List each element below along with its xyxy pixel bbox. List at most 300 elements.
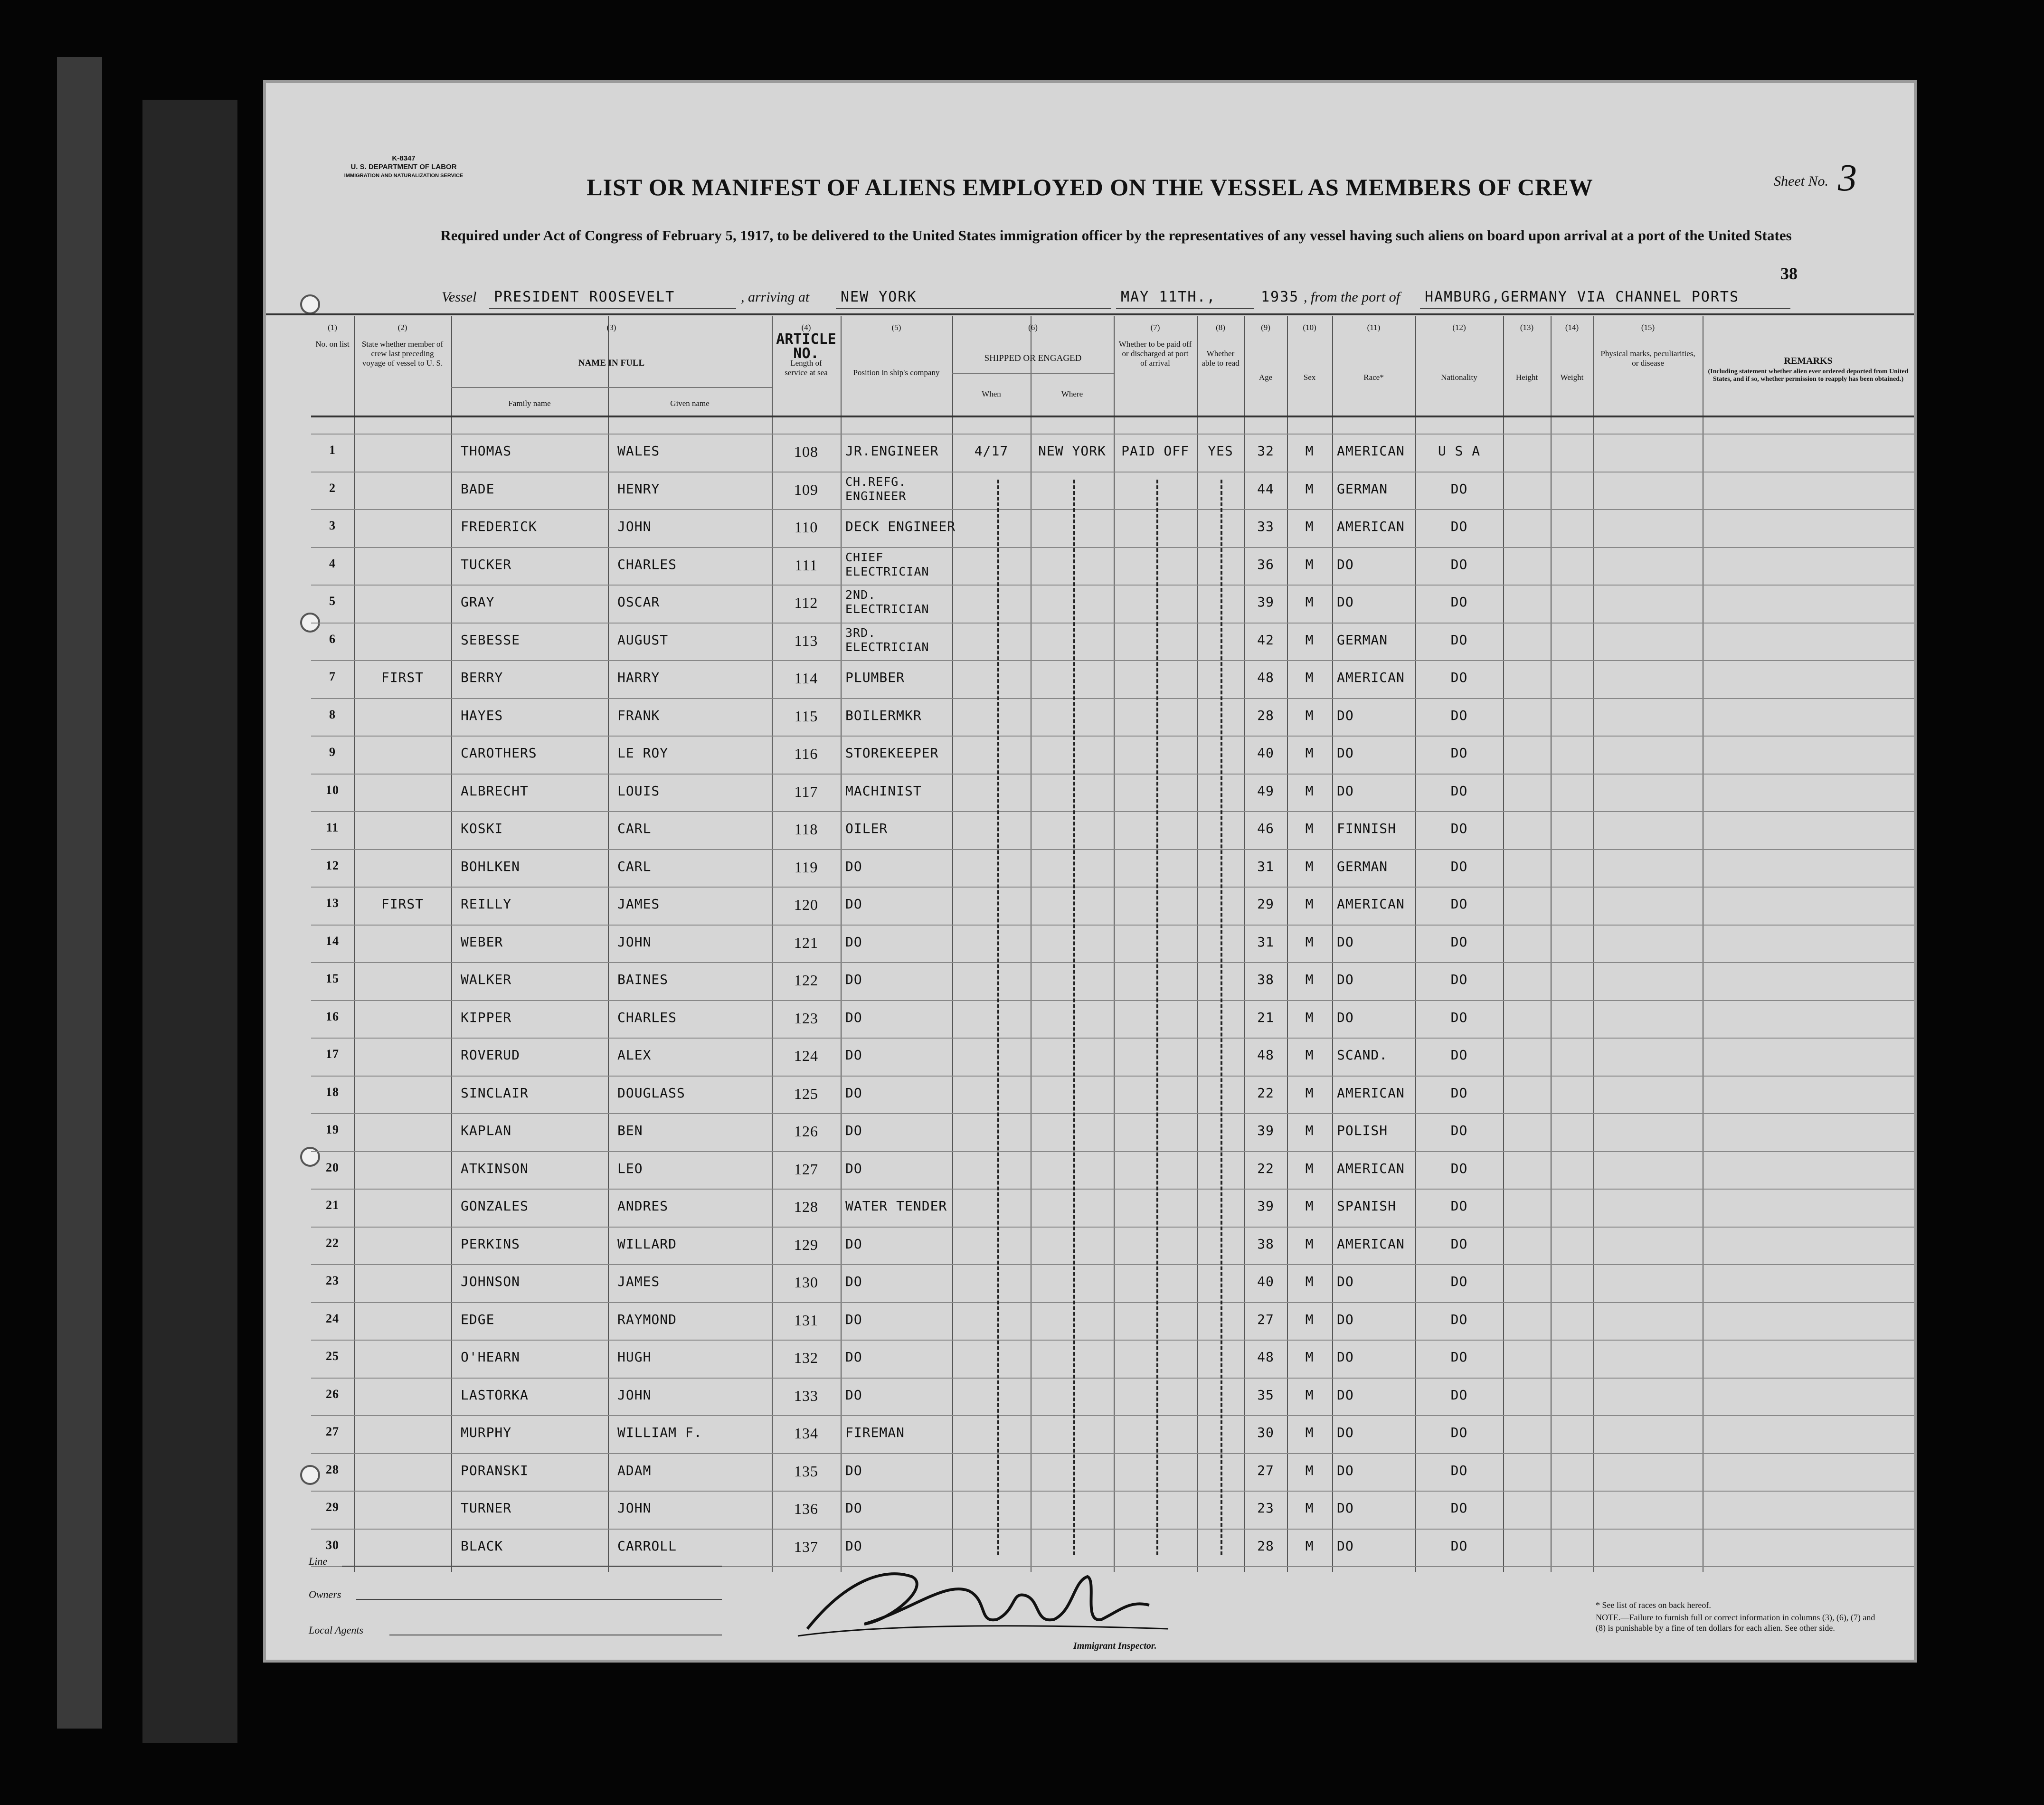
article-number: 119 [794, 858, 818, 876]
col9-number: (9) [1261, 323, 1270, 332]
vessel-info-row [332, 283, 1843, 309]
owners-label: Owners [309, 1588, 341, 1600]
name-subrule [451, 387, 772, 388]
given-name: JOHN [617, 1387, 652, 1403]
family-name: SEBESSE [461, 632, 520, 648]
age: 48 [1257, 1349, 1274, 1365]
vessel-label: Vessel [442, 289, 477, 305]
nationality: DO [1450, 481, 1468, 497]
vessel-name: PRESIDENT ROOSEVELT [494, 289, 675, 305]
sex: M [1305, 1425, 1314, 1440]
article-number: 113 [794, 632, 818, 649]
family-name: O'HEARN [461, 1349, 520, 1365]
position: DO [845, 1274, 862, 1289]
family-name: PERKINS [461, 1236, 520, 1252]
position: DO [845, 1047, 862, 1063]
row-number: 21 [326, 1198, 339, 1212]
row-number: 7 [329, 670, 336, 683]
table-top-rule [266, 313, 1914, 315]
family-name: KAPLAN [461, 1123, 512, 1138]
given-name: FRANK [617, 707, 660, 723]
article-number: 137 [794, 1538, 818, 1555]
manifest-sheet [266, 83, 1914, 1660]
row-number: 22 [326, 1236, 339, 1250]
nationality: DO [1450, 594, 1468, 610]
sheet-label: Sheet No. [1774, 173, 1828, 189]
family-name: GRAY [461, 594, 495, 610]
binder-strip [57, 57, 102, 1729]
given-name: BEN [617, 1123, 643, 1138]
col8-number: (8) [1216, 323, 1225, 332]
sex: M [1305, 1462, 1314, 1478]
col6-label: SHIPPED OR ENGAGED [984, 353, 1082, 363]
article-number: 128 [794, 1198, 818, 1215]
nationality: DO [1450, 632, 1468, 648]
article-number: 115 [794, 707, 818, 725]
shipped-where: NEW YORK [1038, 443, 1106, 459]
position: DO [845, 972, 862, 987]
given-name: HARRY [617, 670, 660, 685]
article-number: 112 [794, 594, 818, 611]
given-name: WILLARD [617, 1236, 677, 1252]
row-number: 29 [326, 1500, 339, 1514]
nationality: DO [1450, 519, 1468, 534]
age: 23 [1257, 1500, 1274, 1516]
age: 38 [1257, 972, 1274, 987]
department-name: U. S. DEPARTMENT OF LABOR [350, 163, 457, 171]
nationality: DO [1450, 858, 1468, 874]
col2-label: State whether member of crew last preceding voyage of vessel to U. S. [361, 340, 444, 368]
row-number: 18 [326, 1085, 339, 1099]
family-name: ROVERUD [461, 1047, 520, 1063]
article-number: 123 [794, 1009, 818, 1027]
family-name: ALBRECHT [461, 783, 529, 799]
ditto-line [1221, 480, 1222, 1556]
position: DO [845, 896, 862, 912]
race: DO [1337, 934, 1354, 950]
sheet-stamp: 38 [1780, 264, 1798, 283]
race: SPANISH [1337, 1198, 1397, 1214]
row-number: 30 [326, 1538, 339, 1552]
article-number: 108 [794, 443, 818, 460]
shipped-subrule [952, 373, 1114, 374]
sex: M [1305, 821, 1314, 836]
article-number: 130 [794, 1274, 818, 1291]
age: 46 [1257, 821, 1274, 836]
family-name: JOHNSON [461, 1274, 520, 1289]
where-header: Where [1061, 389, 1083, 398]
col13-number: (13) [1520, 323, 1534, 332]
col1-number: (1) [328, 323, 337, 332]
article-number: 131 [794, 1311, 818, 1329]
nationality: U S A [1438, 443, 1481, 459]
col4-number: (4) [801, 323, 811, 332]
position: DO [845, 1387, 862, 1403]
age: 28 [1257, 1538, 1274, 1554]
race: AMERICAN [1337, 896, 1405, 912]
age: 39 [1257, 1123, 1274, 1138]
col12-number: (12) [1452, 323, 1466, 332]
sex: M [1305, 1160, 1314, 1176]
position: DO [845, 1349, 862, 1365]
race: GERMAN [1337, 858, 1388, 874]
article-number: 116 [794, 745, 818, 762]
sex: M [1305, 1538, 1314, 1554]
given-name: ADAM [617, 1462, 652, 1478]
position: DO [845, 1462, 862, 1478]
row-number: 13 [326, 896, 339, 910]
age: 31 [1257, 934, 1274, 950]
position: DO [845, 1123, 862, 1138]
family-name: FREDERICK [461, 519, 537, 534]
given-name: HENRY [617, 481, 660, 497]
age: 42 [1257, 632, 1274, 648]
given-name: LEO [617, 1160, 643, 1176]
sex: M [1305, 707, 1314, 723]
article-number: 120 [794, 896, 818, 913]
article-number: 127 [794, 1160, 818, 1178]
age: 21 [1257, 1009, 1274, 1025]
age: 31 [1257, 858, 1274, 874]
sex: M [1305, 443, 1314, 459]
family-name: BLACK [461, 1538, 503, 1554]
nationality: DO [1450, 1349, 1468, 1365]
age: 39 [1257, 594, 1274, 610]
nationality: DO [1450, 1085, 1468, 1101]
nationality: DO [1450, 1462, 1468, 1478]
age: 30 [1257, 1425, 1274, 1440]
row-number: 9 [329, 745, 336, 759]
age: 44 [1257, 481, 1274, 497]
line-label: Line [309, 1555, 328, 1567]
nationality: DO [1450, 972, 1468, 987]
form-number: K-8347 [392, 154, 416, 162]
article-number: 136 [794, 1500, 818, 1517]
age: 38 [1257, 1236, 1274, 1252]
position: WATER TENDER [845, 1198, 947, 1214]
sex: M [1305, 783, 1314, 799]
col11-label: Race* [1363, 373, 1384, 382]
nationality: DO [1450, 556, 1468, 572]
nationality: DO [1450, 1198, 1468, 1214]
when-header: When [982, 389, 1001, 398]
family-name: WEBER [461, 934, 503, 950]
article-number: 109 [794, 481, 818, 498]
arrival-date: MAY 11TH., [1121, 289, 1216, 305]
given-name: JOHN [617, 934, 652, 950]
given-name: JOHN [617, 519, 652, 534]
family-name: BADE [461, 481, 495, 497]
family-name: PORANSKI [461, 1462, 529, 1478]
age: 48 [1257, 670, 1274, 685]
race: AMERICAN [1337, 519, 1405, 534]
nationality: DO [1450, 1500, 1468, 1516]
row-number: 1 [329, 443, 336, 457]
race: DO [1337, 594, 1354, 610]
previous-voyage: FIRST [381, 896, 424, 912]
given-name: ALEX [617, 1047, 652, 1063]
position: DO [845, 1009, 862, 1025]
article-number: 134 [794, 1425, 818, 1442]
nationality: DO [1450, 1387, 1468, 1403]
family-name: KIPPER [461, 1009, 512, 1025]
article-number: 118 [794, 821, 818, 838]
row-number: 5 [329, 594, 336, 608]
given-name: JOHN [617, 1500, 652, 1516]
race: DO [1337, 707, 1354, 723]
age: 35 [1257, 1387, 1274, 1403]
position: MACHINIST [845, 783, 922, 799]
sex: M [1305, 1123, 1314, 1138]
given-name-header: Given name [670, 399, 710, 408]
nationality: DO [1450, 1311, 1468, 1327]
position: DECK ENGINEER [845, 519, 956, 534]
given-name: WALES [617, 443, 660, 459]
col3-label: NAME IN FULL [578, 358, 645, 368]
given-name: BAINES [617, 972, 669, 987]
position: DO [845, 1500, 862, 1516]
given-name: LE ROY [617, 745, 669, 761]
article-number: 110 [794, 519, 818, 536]
article-number: 135 [794, 1462, 818, 1480]
article-number: 121 [794, 934, 818, 951]
family-name: SINCLAIR [461, 1085, 529, 1101]
age: 28 [1257, 707, 1274, 723]
given-name: OSCAR [617, 594, 660, 610]
arriving-label: , arriving at [741, 289, 810, 305]
sex: M [1305, 1311, 1314, 1327]
nationality: DO [1450, 1538, 1468, 1554]
col10-number: (10) [1303, 323, 1316, 332]
position: DO [845, 1160, 862, 1176]
family-name: BERRY [461, 670, 503, 685]
nationality: DO [1450, 707, 1468, 723]
ditto-line [997, 480, 999, 1556]
row-number: 2 [329, 481, 336, 495]
col7-label: Whether to be paid off or discharged at port of arrival [1118, 340, 1192, 368]
age: 40 [1257, 745, 1274, 761]
family-name: BOHLKEN [461, 858, 520, 874]
row-number: 6 [329, 632, 336, 646]
col12-label: Nationality [1441, 373, 1477, 382]
given-name: DOUGLASS [617, 1085, 685, 1101]
position: FIREMAN [845, 1425, 905, 1440]
row-number: 23 [326, 1274, 339, 1287]
sex: M [1305, 1085, 1314, 1101]
sex: M [1305, 1349, 1314, 1365]
age: 32 [1257, 443, 1274, 459]
inspector-label: Immigrant Inspector. [1073, 1641, 1157, 1651]
from-port-label: , from the port of [1304, 289, 1401, 305]
age: 39 [1257, 1198, 1274, 1214]
race: DO [1337, 556, 1354, 572]
race: FINNISH [1337, 821, 1397, 836]
family-name: REILLY [461, 896, 512, 912]
race: DO [1337, 745, 1354, 761]
nationality: DO [1450, 934, 1468, 950]
col13-label: Height [1515, 373, 1538, 382]
previous-voyage: FIRST [381, 670, 424, 685]
given-name: AUGUST [617, 632, 669, 648]
family-name: GONZALES [461, 1198, 529, 1214]
row-number: 4 [329, 556, 336, 570]
sex: M [1305, 481, 1314, 497]
position: DO [845, 1538, 862, 1554]
family-name: LASTORKA [461, 1387, 529, 1403]
row-number: 3 [329, 519, 336, 532]
col5-number: (5) [891, 323, 901, 332]
article-number: 114 [794, 670, 818, 687]
race: DO [1337, 1462, 1354, 1478]
article-number: 126 [794, 1123, 818, 1140]
article-number: 111 [795, 556, 818, 574]
sex: M [1305, 1274, 1314, 1289]
arrival-year: 1935 [1261, 289, 1299, 305]
position: JR.ENGINEER [845, 443, 939, 459]
nationality: DO [1450, 745, 1468, 761]
family-name: ATKINSON [461, 1160, 529, 1176]
row-number: 16 [326, 1009, 339, 1023]
shipped-when: 4/17 [974, 443, 1009, 459]
given-name: CARL [617, 821, 652, 836]
sheet-number: 3 [1838, 157, 1857, 199]
sex: M [1305, 1198, 1314, 1214]
race: DO [1337, 972, 1354, 987]
family-name: WALKER [461, 972, 512, 987]
age: 22 [1257, 1085, 1274, 1101]
race: DO [1337, 1311, 1354, 1327]
article-number: 122 [794, 972, 818, 989]
given-name: CARROLL [617, 1538, 677, 1554]
given-name: LOUIS [617, 783, 660, 799]
position: CHIEF ELECTRICIAN [845, 550, 929, 578]
row-number: 10 [326, 783, 339, 797]
paid-off: PAID OFF [1121, 443, 1189, 459]
race: DO [1337, 1274, 1354, 1289]
col4-label: Length of service at sea [785, 359, 828, 377]
row-number: 25 [326, 1349, 339, 1363]
arriving-port: NEW YORK [841, 289, 917, 305]
article-number: 129 [794, 1236, 818, 1253]
position: DO [845, 934, 862, 950]
family-name: MURPHY [461, 1425, 512, 1440]
ditto-line [1073, 480, 1075, 1556]
sex: M [1305, 1047, 1314, 1063]
given-name: CARL [617, 858, 652, 874]
page-subtitle: Required under Act of Congress of February 5, 1917, to be delivered to the United States immigration officer by the representatives of any vessel having such aliens on board upon arrival at a port of the United States [440, 227, 1792, 244]
age: 22 [1257, 1160, 1274, 1176]
family-name: TURNER [461, 1500, 512, 1516]
sex: M [1305, 1387, 1314, 1403]
col14-label: Weight [1560, 373, 1584, 382]
col10-label: Sex [1303, 373, 1316, 382]
race: AMERICAN [1337, 670, 1405, 685]
family-name: THOMAS [461, 443, 512, 459]
given-name: JAMES [617, 896, 660, 912]
nationality: DO [1450, 783, 1468, 799]
race: POLISH [1337, 1123, 1388, 1138]
nationality: DO [1450, 1236, 1468, 1252]
row-number: 19 [326, 1123, 339, 1136]
age: 27 [1257, 1311, 1274, 1327]
position: DO [845, 858, 862, 874]
family-name-header: Family name [508, 399, 551, 408]
race: GERMAN [1337, 632, 1388, 648]
nationality: DO [1450, 1274, 1468, 1289]
family-name: HAYES [461, 707, 503, 723]
article-no-stamp: ARTICLE NO. [776, 331, 836, 362]
age: 27 [1257, 1462, 1274, 1478]
sex: M [1305, 519, 1314, 534]
col3-number: (3) [606, 323, 616, 332]
position: CH.REFG. ENGINEER [845, 474, 907, 503]
col5-label: Position in ship's company [853, 368, 940, 377]
position: STOREKEEPER [845, 745, 939, 761]
family-name: EDGE [461, 1311, 495, 1327]
row-number: 24 [326, 1311, 339, 1325]
article-number: 133 [794, 1387, 818, 1404]
sex: M [1305, 745, 1314, 761]
given-name: ANDRES [617, 1198, 669, 1214]
sex: M [1305, 934, 1314, 950]
nationality: DO [1450, 1009, 1468, 1025]
departure-port: HAMBURG,GERMANY VIA CHANNEL PORTS [1425, 289, 1740, 305]
sex: M [1305, 632, 1314, 648]
family-name: TUCKER [461, 556, 512, 572]
row-number: 15 [326, 972, 339, 985]
binder-shadow [142, 100, 237, 1743]
nationality: DO [1450, 1425, 1468, 1440]
age: 48 [1257, 1047, 1274, 1063]
ditto-line [1156, 480, 1158, 1556]
col9-label: Age [1259, 373, 1273, 382]
family-name: CAROTHERS [461, 745, 537, 761]
row-number: 12 [326, 858, 339, 872]
position: BOILERMKR [845, 707, 922, 723]
col15-number: (15) [1641, 323, 1655, 332]
sex: M [1305, 594, 1314, 610]
page-title: LIST OR MANIFEST OF ALIENS EMPLOYED ON THE VESSEL AS MEMBERS OF CREW [587, 174, 1593, 200]
sex: M [1305, 896, 1314, 912]
family-name: KOSKI [461, 821, 503, 836]
punch-hole [300, 294, 320, 314]
row-number: 17 [326, 1047, 339, 1061]
penalty-note: NOTE.—Failure to furnish full or correct information in columns (3), (6), (7) and (8) is punishable by a fine of ten dollars for each alien. See other side. [1596, 1613, 1875, 1633]
sex: M [1305, 972, 1314, 987]
race: DO [1337, 1538, 1354, 1554]
col14-number: (14) [1565, 323, 1579, 332]
row-number: 26 [326, 1387, 339, 1401]
row-number: 28 [326, 1462, 339, 1476]
service-name: IMMIGRATION AND NATURALIZATION SERVICE [344, 173, 464, 179]
race: DO [1337, 1349, 1354, 1365]
race: DO [1337, 1009, 1354, 1025]
sex: M [1305, 556, 1314, 572]
sex: M [1305, 1500, 1314, 1516]
age: 40 [1257, 1274, 1274, 1289]
sex: M [1305, 1236, 1314, 1252]
sex: M [1305, 1009, 1314, 1025]
article-number: 132 [794, 1349, 818, 1366]
nationality: DO [1450, 1123, 1468, 1138]
age: 29 [1257, 896, 1274, 912]
row-number: 11 [326, 821, 339, 834]
nationality: DO [1450, 1160, 1468, 1176]
race: DO [1337, 1387, 1354, 1403]
sex: M [1305, 670, 1314, 685]
col15-label: Physical marks, peculiarities, or disease [1600, 349, 1695, 368]
position: PLUMBER [845, 670, 905, 685]
